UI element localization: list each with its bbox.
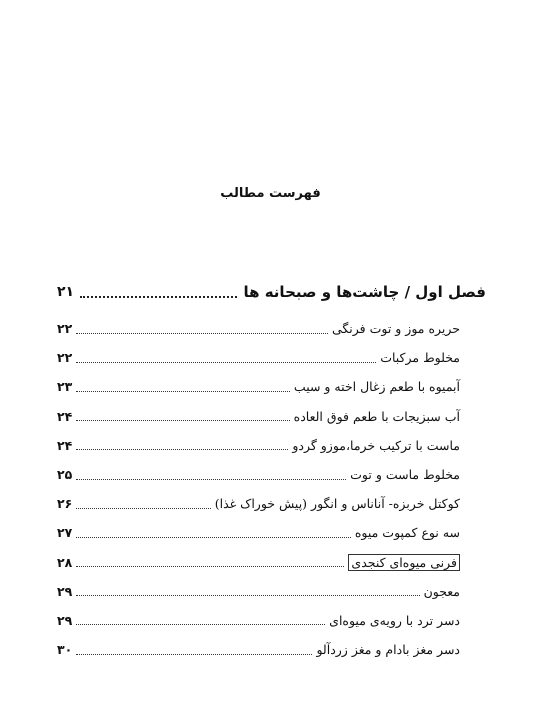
toc-entry-page: ۲۳ — [57, 379, 73, 395]
toc-entry-page: ۲۵ — [57, 467, 73, 483]
dot-leader — [76, 508, 210, 509]
toc-entry-label: مخلوط ماست و توت — [350, 467, 460, 483]
toc-entry[interactable] — [57, 635, 460, 664]
toc-entry-label: دسر ترد با رویه‌ی میوه‌ای — [329, 612, 460, 628]
toc-entry-label: سه نوع کمپوت میوه — [354, 525, 460, 541]
toc-entry-page: ۲۴ — [57, 437, 73, 453]
dot-leader — [76, 391, 290, 392]
toc-entry-label: آب سبزیجات با طعم فوق العاده — [293, 408, 460, 424]
toc-entry[interactable] — [57, 372, 460, 401]
toc-list — [57, 314, 460, 664]
dot-leader — [76, 537, 351, 538]
toc-entry-label: آبمیوه با طعم زغال اخته و سیب — [293, 379, 460, 395]
dot-leader — [76, 624, 325, 625]
toc-entry-page: ۲۷ — [57, 525, 73, 541]
toc-entry[interactable] — [57, 518, 460, 547]
toc-entry[interactable] — [57, 343, 460, 372]
dot-leader — [76, 420, 289, 421]
toc-entry-page: ۲۹ — [57, 612, 73, 628]
toc-entry-label: کوکتل خربزه- آناناس و انگور (پیش خوراک غذا) — [214, 496, 460, 512]
toc-entry-page: ۲۲ — [57, 350, 73, 366]
dot-leader — [76, 479, 346, 480]
toc-entry[interactable] — [57, 431, 460, 460]
dot-leader — [76, 333, 328, 334]
toc-entry[interactable] — [57, 314, 460, 343]
toc-entry-label: دسر مغز بادام و مغز زردآلو — [316, 642, 460, 658]
toc-entry[interactable] — [57, 606, 460, 635]
page-title: فهرست مطالب — [220, 186, 321, 201]
dot-leader — [80, 296, 237, 298]
toc-entry[interactable] — [57, 402, 460, 431]
toc-entry-page: ۳۰ — [57, 642, 73, 658]
dot-leader — [76, 362, 376, 363]
toc-entry-label: فرنی میوه‌ای کنجدی — [348, 554, 460, 571]
dot-leader — [76, 566, 344, 567]
dot-leader — [76, 449, 288, 450]
chapter-heading[interactable] — [57, 280, 486, 304]
dot-leader — [76, 654, 312, 655]
toc-entry-label: معجون — [423, 583, 460, 599]
toc-entry[interactable] — [57, 548, 460, 577]
toc-entry[interactable] — [57, 577, 460, 606]
toc-entry-label: ماست با ترکیب خرما،موزو گردو — [292, 437, 460, 453]
toc-entry-page: ۲۴ — [57, 408, 73, 424]
toc-entry[interactable] — [57, 489, 460, 518]
toc-entry-page: ۲۲ — [57, 321, 73, 337]
toc-entry-label: مخلوط مرکبات — [380, 350, 460, 366]
toc-entry-page: ۲۶ — [57, 496, 73, 512]
toc-entry-label: حریره موز و توت فرنگی — [331, 321, 460, 337]
chapter-page-number: ۲۱ — [57, 284, 75, 300]
toc-entry-page: ۲۸ — [57, 554, 73, 570]
chapter-label: فصل اول / چاشت‌ها و صبحانه ها — [243, 283, 486, 301]
toc-entry-page: ۲۹ — [57, 583, 73, 599]
toc-entry[interactable] — [57, 460, 460, 489]
dot-leader — [76, 595, 419, 596]
